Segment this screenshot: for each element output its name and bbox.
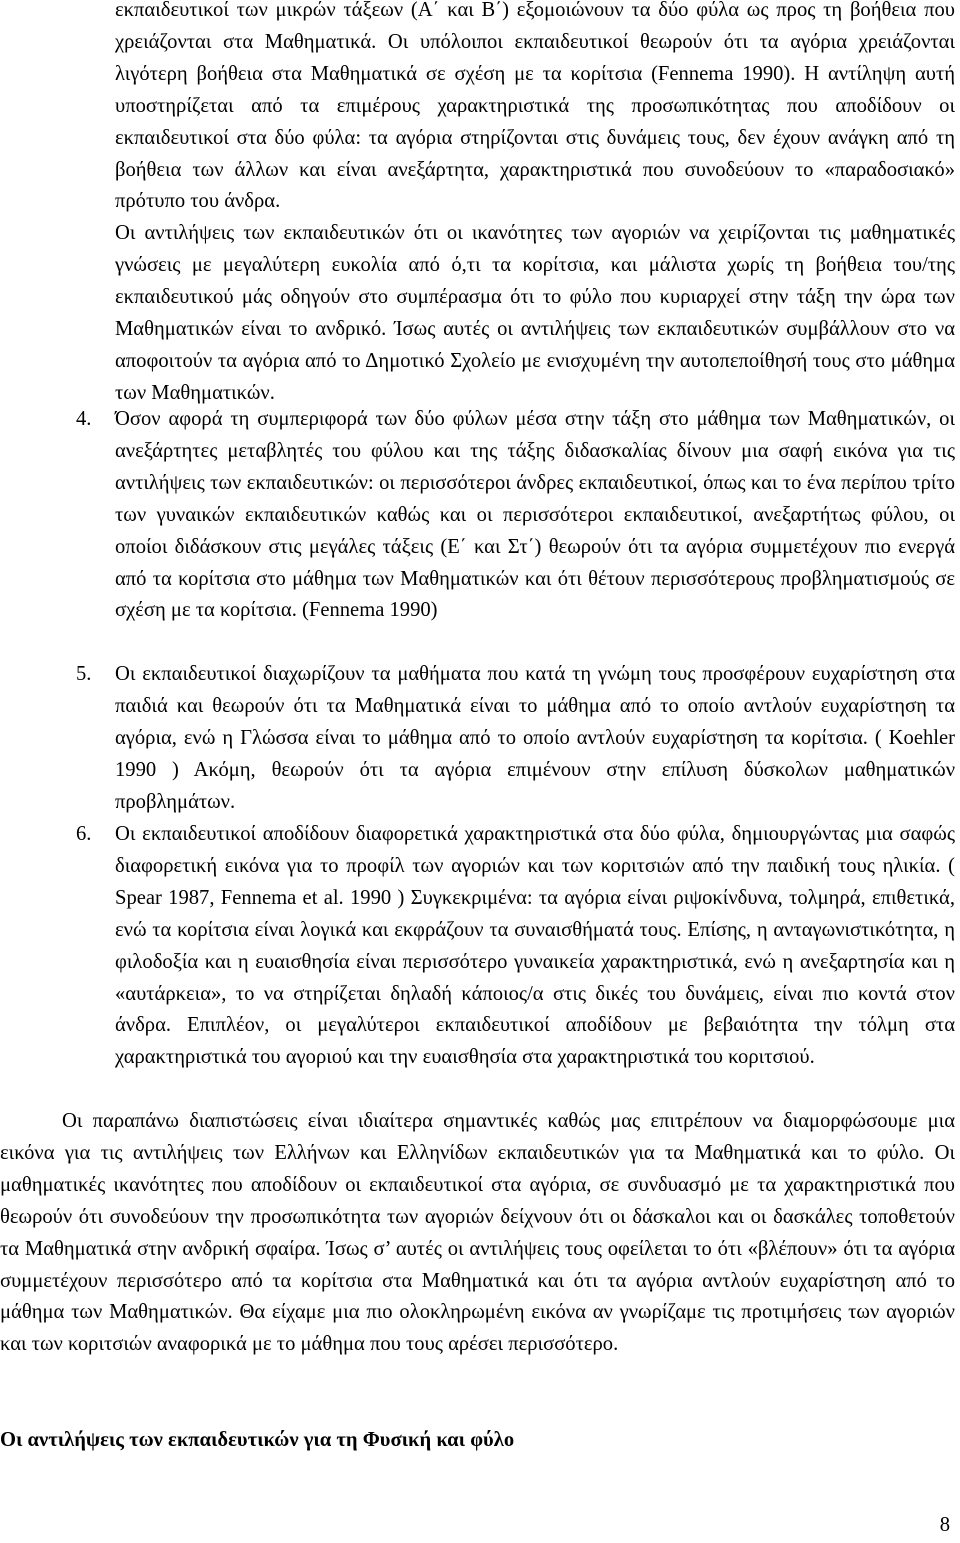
list-item: [76, 404, 955, 627]
page-number: 8: [939, 1514, 950, 1536]
list-item-text: Οι εκπαιδευτικοί διαχωρίζουν τα μαθήματα που κατά τη γνώμη τους προσφέρουν ευχαρίστηση στα παιδιά και θεωρούν ότι τα Μαθηματικά είναι το μάθημα από το οποίο αντλούν ευχαρίστηση τα αγόρια, ενώ η Γλώσσα είναι το μάθημα από το οποίο αντλούν ευχαρίστηση τα κορίτσια. ( Koehler 1990 ) Ακόμη, θεωρούν ότι τα αγόρια επιμένουν στην επίλυση δύσκολων μαθηματικών προβλημάτων.: [115, 663, 955, 813]
list-item-number: 6.: [76, 823, 92, 845]
list-item-number: 5.: [76, 663, 92, 685]
section-heading: Οι αντιλήψεις των εκπαιδευτικών για τη Φυσική και φύλο: [0, 1429, 515, 1451]
list-item: [76, 659, 955, 819]
paragraph: εκπαιδευτικοί των μικρών τάξεων (Α΄ και Β΄) εξομοιώνουν τα δύο φύλα ως προς τη βοήθεια που χρειάζονται στα Μαθηματικά. Οι υπόλοιποι εκπαιδευτικοί θεωρούν ότι τα αγόρια χρειάζονται λιγότερη βοήθεια στα Μαθηματικά σε σχέση με τα κορίτσια (Fennema 1990). Η αντίληψη αυτή υποστηρίζεται από τα επιμέρους χαρακτηριστικά της προσωπικότητας που αποδίδουν οι εκπαιδευτικοί στα δύο φύλα: τα αγόρια στηρίζονται στις δυνάμεις τους, δεν έχουν ανάγκη από τη βοήθεια των άλλων και είναι ανεξάρτητα, χαρακτηριστικά που συνοδεύουν το «παραδοσιακό» πρότυπο του άνδρα.: [115, 0, 955, 213]
list-item-text: Οι εκπαιδευτικοί αποδίδουν διαφορετικά χαρακτηριστικά στα δύο φύλα, δημιουργώντας μια σαφώς διαφορετική εικόνα για το προφίλ των αγοριών και των κοριτσιών από την παιδική τους ηλικία. ( Spear 1987, Fennema et al. 1990 ) Συγκεκριμένα: τα αγόρια είναι ριψοκίνδυνα, τολμηρά, επιθετικά, ενώ τα κορίτσια είναι λογικά και εκφράζουν τα συναισθήματά τους. Επίσης, η ανταγωνιστικότητα, η φιλοδοξία και η ευαισθησία είναι περισσότερο γυναικεία χαρακτηριστικά, ενώ η ανεξαρτησία και η «αυτάρκεια», το να στηρίζεται δηλαδή κάποιος/α στις δικές του δυνάμεις, είναι πιο κοντά στον άνδρα. Επιπλέον, οι μεγαλύτεροι εκπαιδευτικοί αποδίδουν με βεβαιότητα την τόλμη στα χαρακτηριστικά του αγοριού και την ευαισθησία στα χαρακτηριστικά του κοριτσιού.: [115, 823, 955, 1069]
list-item-continuation: [115, 0, 955, 410]
list-item-number: 4.: [76, 408, 92, 430]
conclusion-paragraph: Οι παραπάνω διαπιστώσεις είναι ιδιαίτερα σημαντικές καθώς μας επιτρέπουν να διαμορφώσουμε μια εικόνα για τις αντιλήψεις των Ελλήνων και Ελληνίδων εκπαιδευτικών για τα Μαθηματικά και το φύλο. Οι μαθηματικές ικανότητες που αποδίδουν οι εκπαιδευτικοί στα αγόρια, σε συνδυασμό με τα χαρακτηριστικά που θεωρούν ότι συνοδεύουν την προσωπικότητα των αγοριών δείχνουν ότι οι δάσκαλοι και οι δασκάλες τοποθετούν τα Μαθηματικά στην ανδρική σφαίρα. Ίσως σ’ αυτές οι αντιλήψεις τους οφείλεται το ότι «βλέπουν» ότι τα αγόρια συμμετέχουν περισσότερο από τα κορίτσια στα Μαθηματικά και ότι τα αγόρια αντλούν ευχαρίστηση από το μάθημα των Μαθηματικών. Θα είχαμε μια πιο ολοκληρωμένη εικόνα αν γνωρίζαμε τις προτιμήσεις των αγοριών και των κοριτσιών αναφορικά με το μάθημα που τους αρέσει περισσότερο.: [0, 1110, 955, 1356]
list-item: [76, 819, 955, 1074]
list-item-text: Όσον αφορά τη συμπεριφορά των δύο φύλων μέσα στην τάξη στο μάθημα των Μαθηματικών, οι ανεξάρτητες μεταβλητές του φύλου και της τάξης διδασκαλίας δίνουν μια σαφή εικόνα για τις αντιλήψεις των εκπαιδευτικών: οι περισσότεροι άνδρες εκπαιδευτικοί, όπως και το ένα περίπου τρίτο των γυναικών εκπαιδευτικών καθώς και οι περισσότεροι εκπαιδευτικοί, ανεξαρτήτως φύλου, οι οποίοι διδάσκουν στις μεγάλες τάξεις (Ε΄ και Στ΄) θεωρούν ότι τα αγόρια συμμετέχουν πιο ενεργά από τα κορίτσια στο μάθημα των Μαθηματικών και ότι θέτουν περισσότερους προβληματισμούς σε σχέση με τα κορίτσια. (Fennema 1990): [115, 408, 955, 622]
paragraph: Οι αντιλήψεις των εκπαιδευτικών ότι οι ικανότητες των αγοριών να χειρίζονται τις μαθηματικές γνώσεις με μεγαλύτερη ευκολία από ό,τι τα κορίτσια, και μάλιστα χωρίς τη βοήθεια του/της εκπαιδευτικού μάς οδηγούν στο συμπέρασμα ότι το φύλο που κυριαρχεί στην τάξη την ώρα των Μαθηματικών είναι το ανδρικό. Ίσως αυτές οι αντιλήψεις των εκπαιδευτικών συμβάλλουν στο να αποφοιτούν τα αγόρια από το Δημοτικό Σχολείο με ενισχυμένη την αυτοπεποίθησή τους στο μάθημα των Μαθηματικών.: [115, 222, 955, 404]
